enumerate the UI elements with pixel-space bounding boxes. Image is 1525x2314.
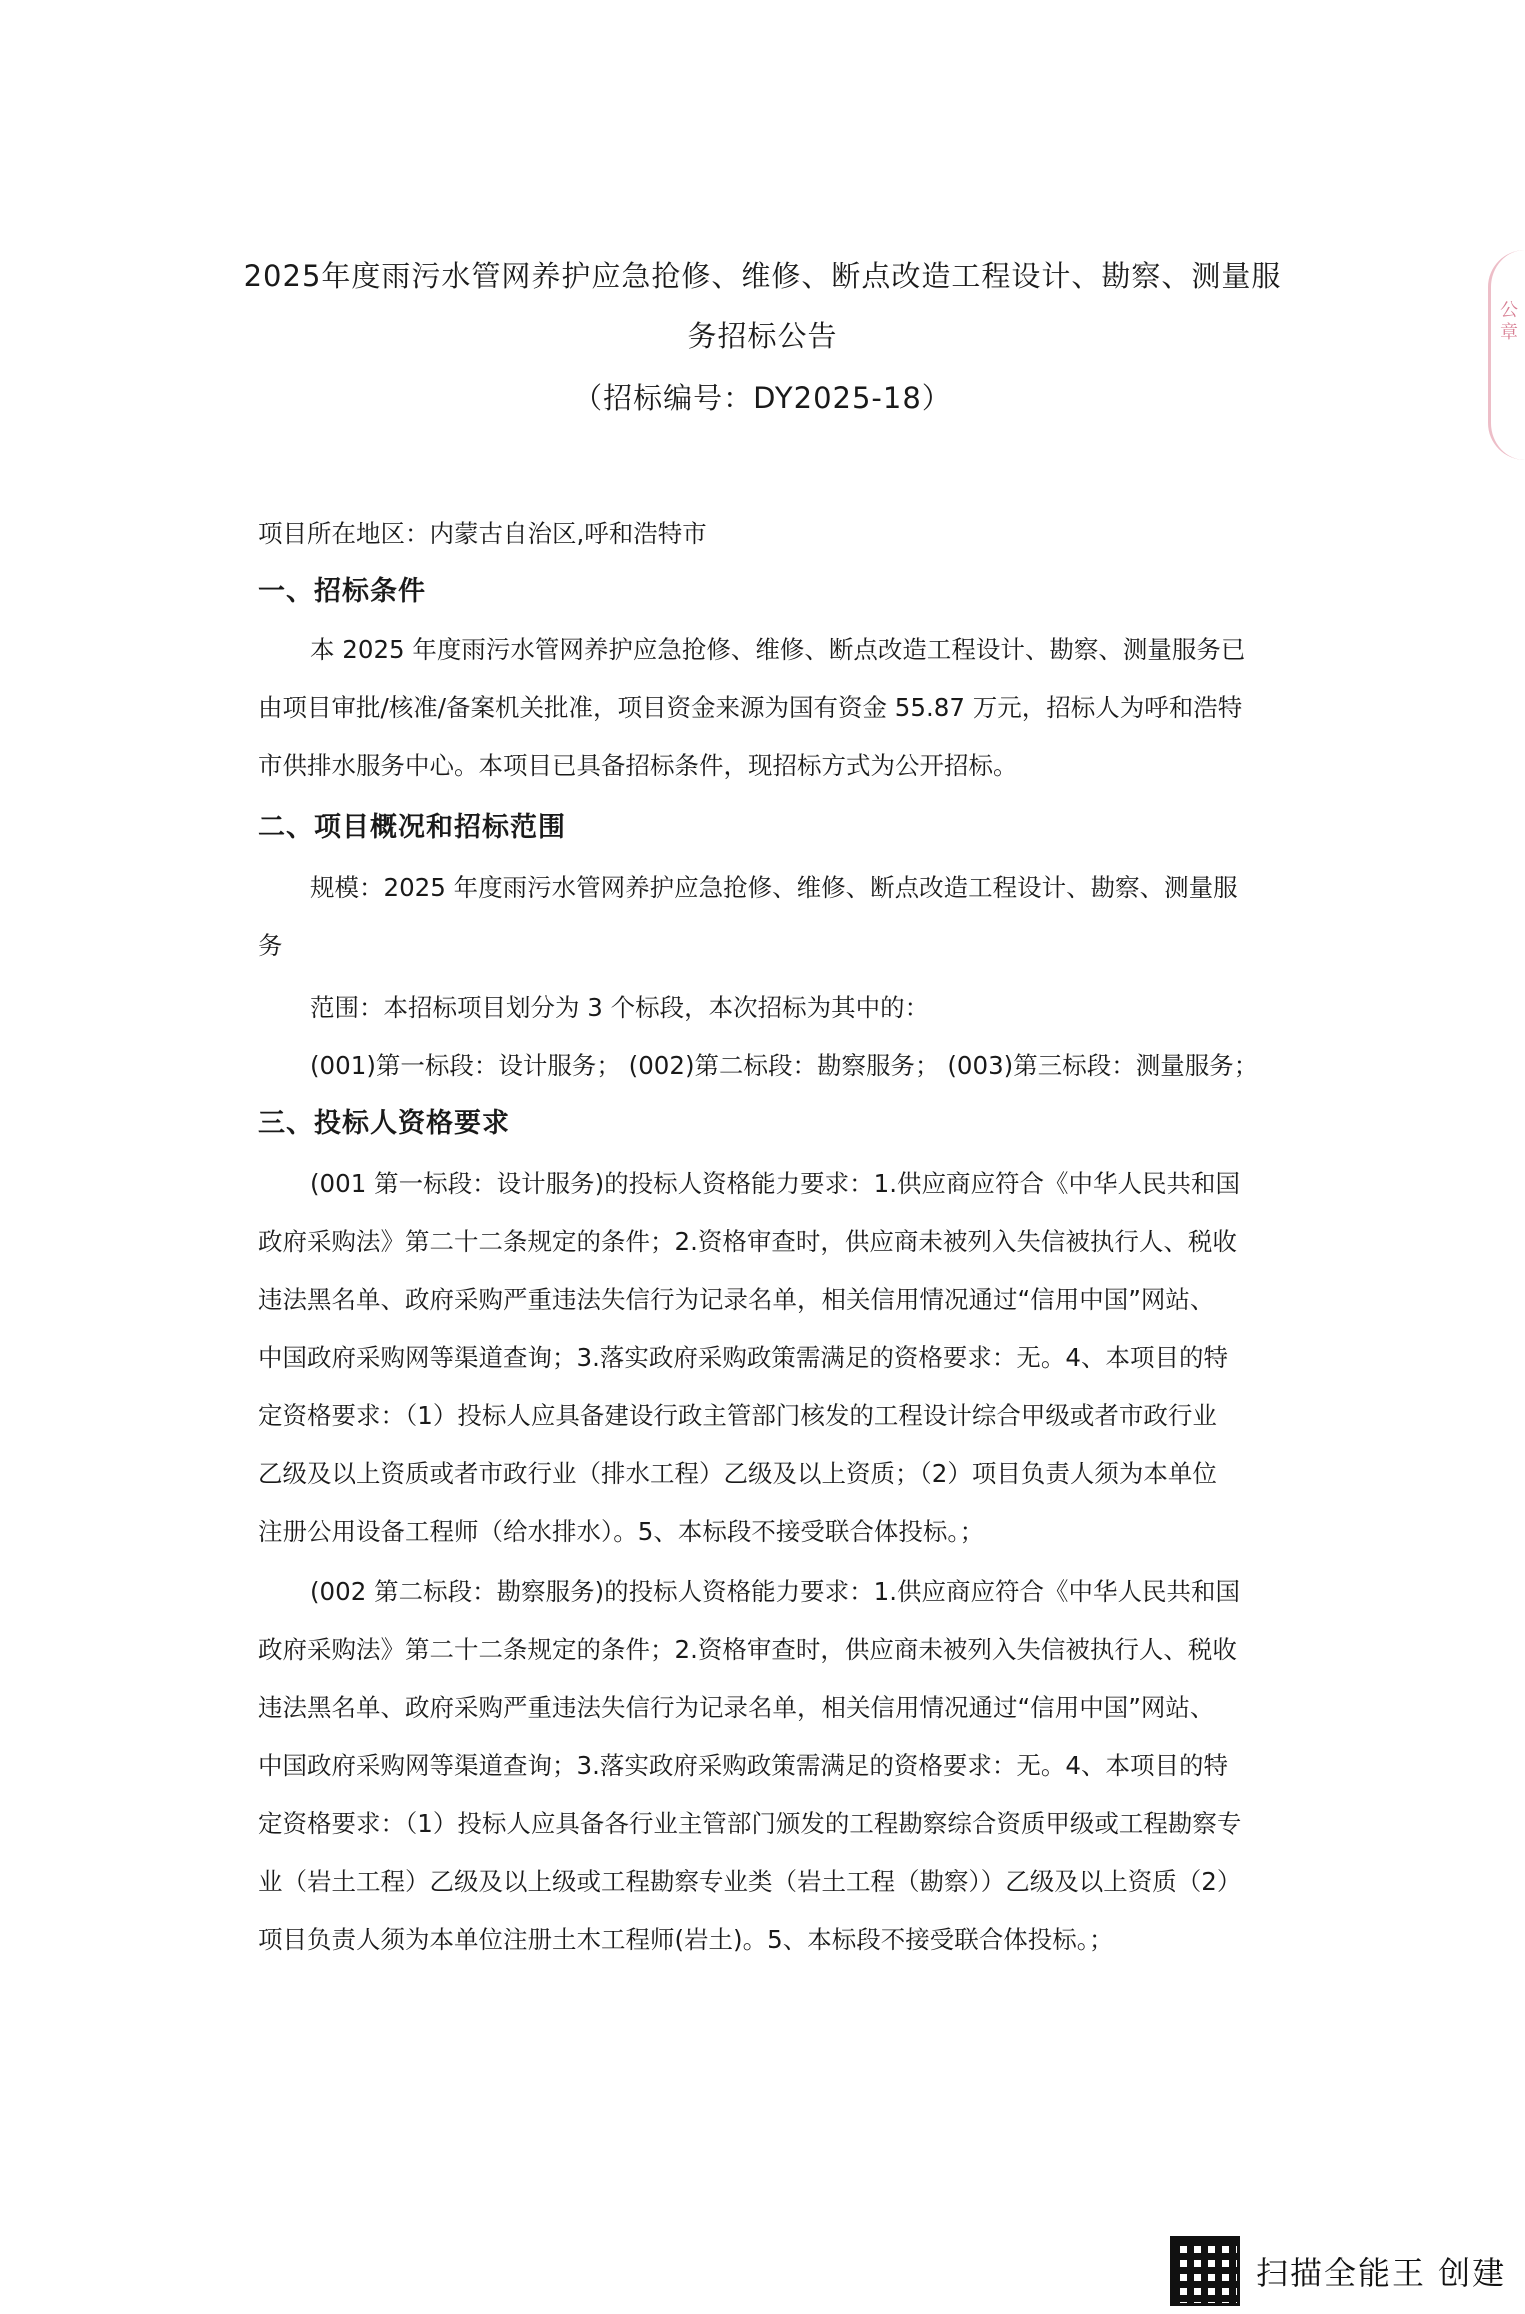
section-heading-1: 一、招标条件: [258, 576, 426, 607]
paragraph-line: 中国政府采购网等渠道查询；3.落实政府采购政策需满足的资格要求：无。4、本项目的特: [258, 1751, 1228, 1780]
tender-number: （招标编号：DY2025-18）: [573, 381, 952, 415]
paragraph-line: 本 2025 年度雨污水管网养护应急抢修、维修、断点改造工程设计、勘察、测量服务已: [310, 635, 1246, 664]
paragraph-line: 规模：2025 年度雨污水管网养护应急抢修、维修、断点改造工程设计、勘察、测量服: [310, 873, 1238, 902]
doc-title-line1: 2025年度雨污水管网养护应急抢修、维修、断点改造工程设计、勘察、测量服: [243, 259, 1282, 293]
qr-code-icon: [1170, 2236, 1240, 2306]
paragraph-line: (001)第一标段：设计服务； (002)第二标段：勘察服务； (003)第三标段：测量服务；: [310, 1051, 1259, 1080]
paragraph-line: 务: [258, 931, 283, 960]
paragraph-line: 市供排水服务中心。本项目已具备招标条件，现招标方式为公开招标。: [258, 751, 1018, 780]
section-heading-2: 二、项目概况和招标范围: [258, 812, 566, 843]
seal-stamp-edge: [1488, 250, 1525, 460]
paragraph-line: 违法黑名单、政府采购严重违法失信行为记录名单，相关信用情况通过“信用中国”网站、: [258, 1693, 1215, 1722]
paragraph-line: 乙级及以上资质或者市政行业（排水工程）乙级及以上资质；（2）项目负责人须为本单位: [258, 1459, 1217, 1488]
paragraph-line: 政府采购法》第二十二条规定的条件；2.资格审查时，供应商未被列入失信被执行人、税收: [258, 1635, 1237, 1664]
paragraph-line: 定资格要求：（1）投标人应具备各行业主管部门颁发的工程勘察综合资质甲级或工程勘察专: [258, 1809, 1242, 1838]
section-heading-3: 三、投标人资格要求: [258, 1108, 510, 1139]
paragraph-line: 政府采购法》第二十二条规定的条件；2.资格审查时，供应商未被列入失信被执行人、税收: [258, 1227, 1237, 1256]
seal-stamp-text: 公章: [1500, 300, 1518, 343]
project-region: 项目所在地区：内蒙古自治区,呼和浩特市: [258, 519, 707, 548]
paragraph-line: 项目负责人须为本单位注册土木工程师(岩土)。5、本标段不接受联合体投标。；: [258, 1925, 1114, 1954]
paragraph-line: 定资格要求：（1）投标人应具备建设行政主管部门核发的工程设计综合甲级或者市政行业: [258, 1401, 1217, 1430]
doc-title-line2: 务招标公告: [687, 319, 838, 353]
paragraph-line: (002 第二标段：勘察服务)的投标人资格能力要求：1.供应商应符合《中华人民共和国: [310, 1577, 1241, 1606]
paragraph-line: 中国政府采购网等渠道查询；3.落实政府采购政策需满足的资格要求：无。4、本项目的特: [258, 1343, 1228, 1372]
paragraph-line: 范围：本招标项目划分为 3 个标段，本次招标为其中的：: [310, 993, 930, 1022]
paragraph-line: 违法黑名单、政府采购严重违法失信行为记录名单，相关信用情况通过“信用中国”网站、: [258, 1285, 1215, 1314]
paragraph-line: 业（岩土工程）乙级及以上级或工程勘察专业类（岩土工程（勘察））乙级及以上资质（2）: [258, 1867, 1242, 1896]
paragraph-line: (001 第一标段：设计服务)的投标人资格能力要求：1.供应商应符合《中华人民共和国: [310, 1169, 1241, 1198]
paragraph-line: 注册公用设备工程师（给水排水）。5、本标段不接受联合体投标。；: [258, 1517, 985, 1546]
paragraph-line: 由项目审批/核准/备案机关批准，项目资金来源为国有资金 55.87 万元，招标人为呼和浩特: [258, 693, 1243, 722]
scanner-watermark: 扫描全能王 创建: [1256, 2254, 1507, 2292]
